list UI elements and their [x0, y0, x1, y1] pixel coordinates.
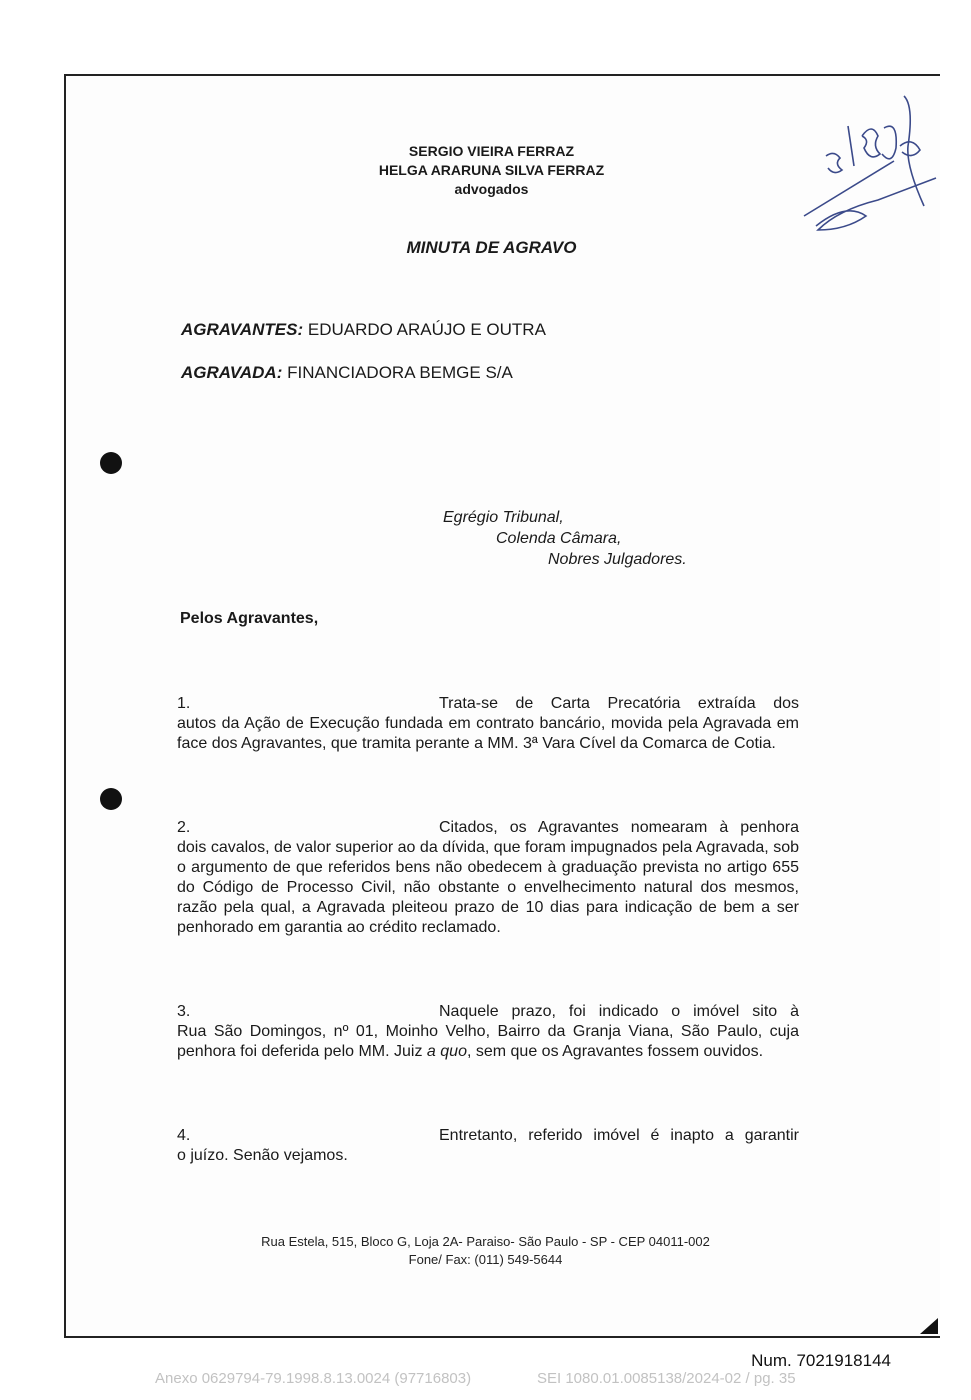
document-number: Num. 7021918144: [751, 1351, 891, 1370]
party-value: FINANCIADORA BEMGE S/A: [282, 363, 513, 382]
letterhead-subtitle: advogados: [454, 181, 529, 197]
party-appellee: [181, 363, 513, 383]
salutation-line-2: Colenda Câmara,: [496, 530, 622, 547]
latin-term: a quo: [426, 1043, 467, 1060]
paragraph-2: [177, 818, 799, 938]
party-label: AGRAVADA:: [181, 363, 283, 382]
lawyer-name-1: SERGIO VIEIRA FERRAZ: [408, 143, 575, 159]
paragraph-first-line: Entretanto, referido imóvel é inapto a garantir: [439, 1127, 799, 1144]
paragraph-body: autos da Ação de Execução fundada em contrato bancário, movida pela Agravada em face dos Agravantes, que tramita perante a MM. 3ª Vara Cível da Comarca de Cotia.: [177, 715, 799, 752]
paragraph-number: 4.: [177, 1127, 191, 1144]
paragraph-4: [177, 1126, 799, 1166]
party-appellants: [181, 320, 546, 340]
paragraph-1: [177, 694, 799, 754]
sei-reference: SEI 1080.01.0085138/2024-02 / pg. 35: [537, 1370, 796, 1387]
paragraph-text: Rua São Domingos, nº 01, Moinho Velho, Bairro da Granja Viana, São Paulo, cuja penhora foi deferida pelo MM. Juiz: [177, 1023, 799, 1060]
paragraph-body: o juízo. Senão vejamos.: [177, 1147, 348, 1164]
paragraph-first-line: Trata-se de Carta Precatória extraída dos: [439, 695, 799, 712]
paragraph-number: 3.: [177, 1003, 191, 1020]
punch-hole-top: [100, 452, 122, 474]
salutation-line-1: Egrégio Tribunal,: [443, 509, 564, 526]
corner-mark: [920, 1318, 938, 1334]
salutation-line-3: Nobres Julgadores.: [548, 551, 687, 568]
paragraph-first-line: Citados, os Agravantes nomearam à penhora: [439, 819, 799, 836]
document-title: MINUTA DE AGRAVO: [406, 238, 577, 257]
letterhead: [0, 142, 971, 199]
punch-hole-bottom: [100, 788, 122, 810]
paragraph-number: 1.: [177, 695, 191, 712]
paragraph-3: [177, 1002, 799, 1062]
annex-reference: Anexo 0629794-79.1998.8.13.0024 (97716803): [155, 1370, 472, 1387]
letterhead-footer: [0, 1233, 971, 1269]
paragraph-first-line: Naquele prazo, foi indicado o imóvel sito à: [439, 1003, 799, 1020]
party-value: EDUARDO ARAÚJO E OUTRA: [303, 320, 546, 339]
office-address: Rua Estela, 515, Bloco G, Loja 2A- Paraiso- São Paulo - SP - CEP 04011-002: [261, 1234, 710, 1249]
intro-line: Pelos Agravantes,: [180, 610, 319, 627]
paragraph-body: [177, 1022, 799, 1062]
paragraph-number: 2.: [177, 819, 191, 836]
paragraph-body: dois cavalos, de valor superior ao da dívida, que foram impugnados pela Agravada, sob o argumento de que referidos bens não obedecem à graduação prevista no artigo 655 do Código de Processo Civil, não obstante o envelhecimento natural dos mesmos, razão pela qual, a Agravada pleiteou prazo de 10 dias para indicação de bem a ser penhorado em garantia ao crédito reclamado.: [177, 839, 799, 936]
paragraph-text: , sem que os Agravantes fossem ouvidos.: [466, 1043, 764, 1060]
lawyer-name-2: HELGA ARARUNA SILVA FERRAZ: [378, 162, 605, 178]
office-phone: Fone/ Fax: (011) 549-5644: [408, 1252, 563, 1267]
party-label: AGRAVANTES:: [181, 320, 304, 339]
